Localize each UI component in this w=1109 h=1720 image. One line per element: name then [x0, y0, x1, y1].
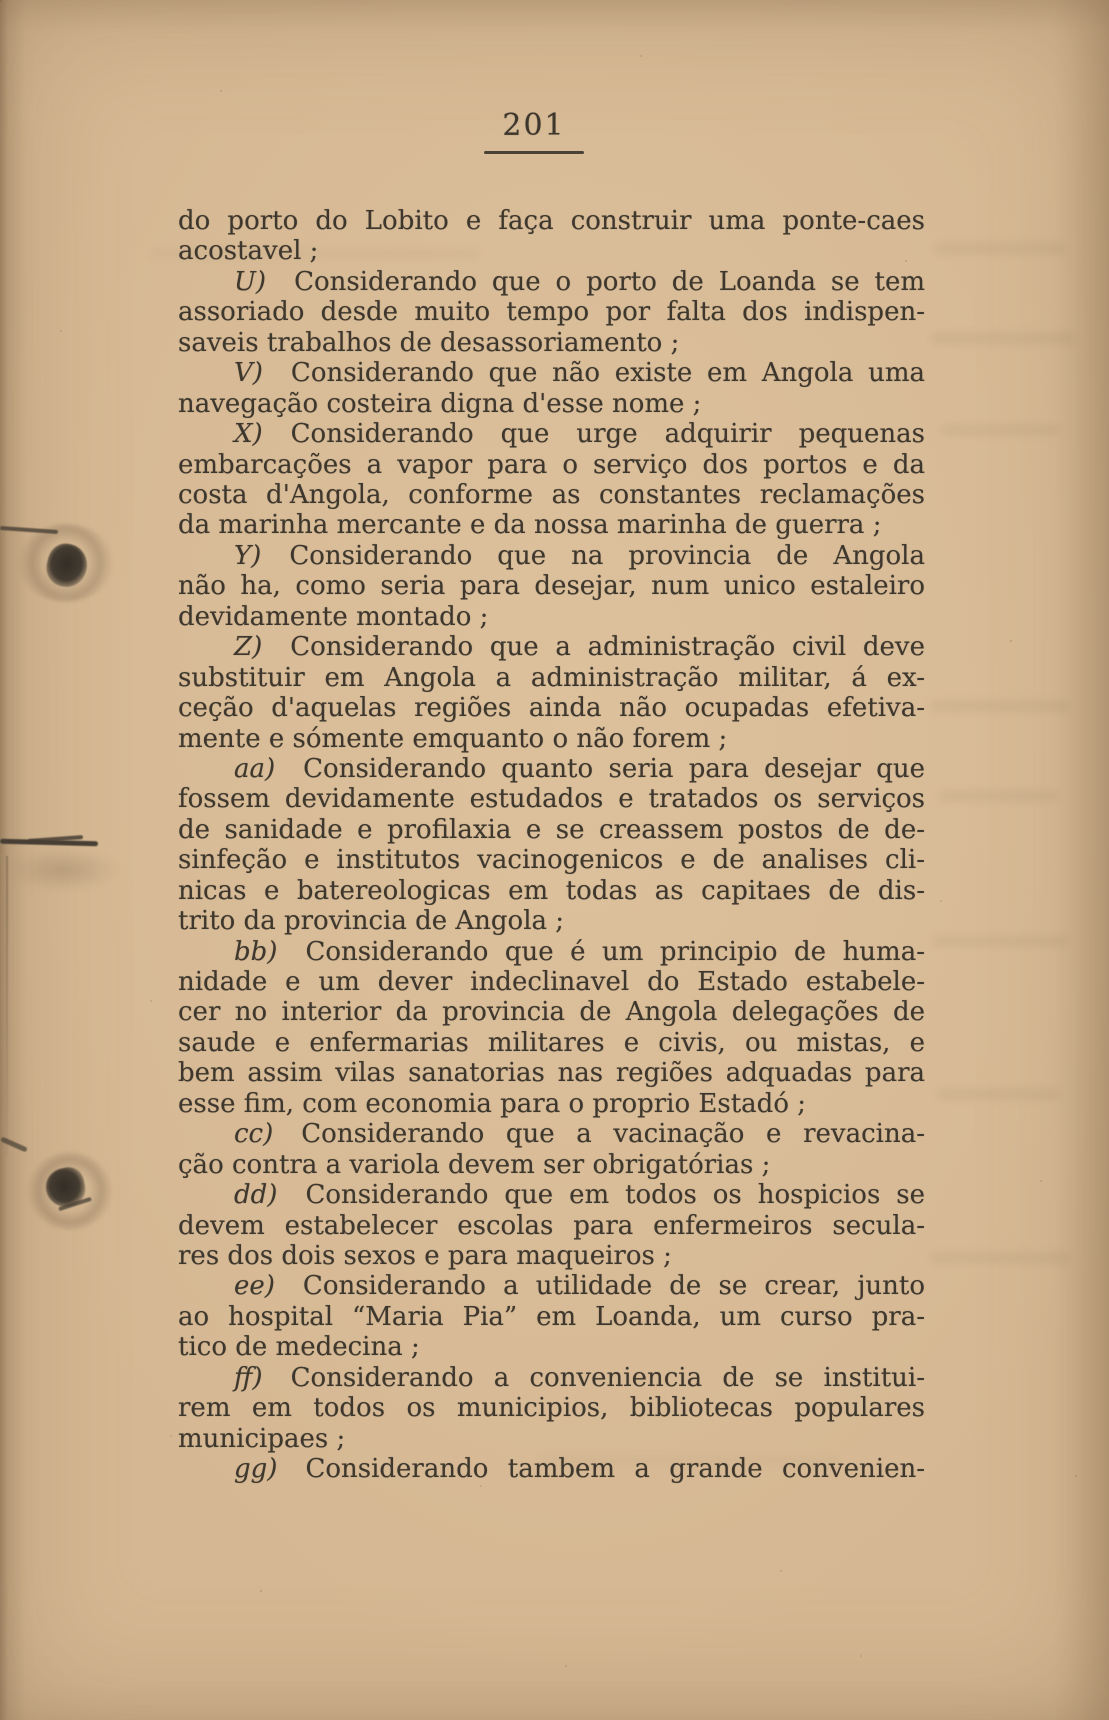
text-line: do porto do Lobito e faça construir uma ponte-caes	[178, 206, 925, 236]
paragraph	[178, 1119, 925, 1180]
paragraph-label: Y)	[234, 540, 262, 571]
line-text: Considerando que a vacinação e revacina-	[301, 1119, 925, 1150]
show-through-smudge	[932, 935, 1067, 947]
text-line: de sanidade e profilaxia e se creassem postos de de-	[178, 814, 925, 845]
text-line: ção contra a variola devem ser obrigatórias ;	[178, 1149, 771, 1180]
text-line: municipaes ;	[178, 1423, 346, 1454]
text-line: nidade e um dever indeclinavel do Estado estabele-	[178, 967, 925, 998]
text-line: bem assim vilas sanatorias nas regiões adquadas para	[178, 1058, 925, 1089]
text-line: nicas e batereologicas em todas as capitaes de dis-	[178, 875, 925, 906]
paragraph	[178, 358, 925, 419]
show-through-smudge	[940, 424, 1060, 436]
text-line	[178, 1271, 925, 1301]
text-line: substituir em Angola a administração militar, á ex-	[178, 662, 925, 693]
text-line: tico de medecina ;	[178, 1332, 420, 1363]
paragraph	[178, 206, 925, 267]
line-text: Considerando tambem a grande convenien-	[305, 1454, 925, 1485]
text-line: cer no interior da provincia de Angola delegações de	[178, 997, 925, 1028]
text-line: assoriado desde muito tempo por falta dos indispen-	[178, 297, 925, 328]
paragraph	[178, 1271, 925, 1362]
page-header	[458, 108, 610, 143]
paper-texture	[0, 0, 2, 2]
text-line: da marinha mercante e da nossa marinha de guerra ;	[178, 510, 882, 541]
line-text: Considerando que não existe em Angola uma	[290, 358, 925, 389]
text-line: mente e sómente emquanto o não forem ;	[178, 723, 728, 754]
page-number-underline	[484, 151, 584, 154]
show-through-smudge	[935, 242, 1065, 255]
pen-stroke-smudge	[6, 848, 121, 892]
line-text: Considerando que é um principio de huma-	[305, 936, 925, 967]
text-line	[178, 1363, 925, 1393]
line-text: Considerando que urge adquirir pequenas	[290, 419, 925, 450]
paragraph-label: dd)	[234, 1180, 278, 1211]
text-line: ao hospital “Maria Pia” em Loanda, um curso pra-	[178, 1301, 925, 1332]
show-through-smudge	[930, 1252, 1070, 1264]
line-text: Considerando que a administração civil deve	[290, 632, 925, 663]
paragraph-label: cc)	[234, 1119, 274, 1150]
show-through-smudge	[930, 332, 1075, 345]
line-text: Considerando que o porto de Loanda se tem	[294, 266, 925, 297]
paragraph	[178, 267, 925, 358]
line-text: Considerando que na provincia de Angola	[289, 540, 925, 571]
show-through-smudge	[938, 790, 1058, 802]
text-block	[178, 206, 925, 1485]
paragraph-label: X)	[234, 419, 263, 450]
text-line: esse fim, com economia para o proprio Estadó ;	[178, 1088, 806, 1119]
paragraph-label: V)	[234, 358, 263, 389]
text-line: sinfeção e institutos vacinogenicos e de analises cli-	[178, 845, 925, 876]
text-line	[178, 267, 925, 297]
paragraph-label: aa)	[234, 753, 276, 784]
line-text: Considerando a conveniencia de se institui-	[290, 1362, 925, 1393]
paragraph-label: ff)	[234, 1362, 263, 1393]
paragraph	[178, 1454, 925, 1484]
paragraph	[178, 937, 925, 1120]
text-line: ceção d'aquelas regiões ainda não ocupadas efetiva-	[178, 693, 925, 724]
text-line: devem estabelecer escolas para enfermeiros secula-	[178, 1210, 925, 1241]
paragraph-label: bb)	[234, 936, 278, 967]
text-line	[178, 1180, 925, 1210]
text-line: res dos dois sexos e para maqueiros ;	[178, 1241, 672, 1272]
paper-crease	[6, 856, 8, 1156]
paragraph	[178, 1363, 925, 1454]
text-line: costa d'Angola, conforme as constantes reclamações	[178, 479, 925, 510]
paragraph-label: gg)	[234, 1454, 278, 1485]
text-line	[178, 541, 925, 571]
paragraph	[178, 754, 925, 937]
text-line: não ha, como seria para desejar, num unico estaleiro	[178, 571, 925, 602]
text-line: trito da provincia de Angola ;	[178, 906, 565, 937]
paragraph-label: Z)	[234, 632, 263, 663]
text-line	[178, 937, 925, 967]
paragraph	[178, 1180, 925, 1271]
text-line: rem em todos os municipios, bibliotecas populares	[178, 1393, 925, 1424]
ink-dash	[0, 1137, 28, 1153]
text-line	[178, 1119, 925, 1149]
paragraph	[178, 632, 925, 754]
text-line: saude e enfermarias militares e civis, ou mistas, e	[178, 1027, 925, 1058]
show-through-smudge	[936, 1088, 1061, 1100]
text-line	[178, 632, 925, 662]
paragraph	[178, 541, 925, 632]
paragraph-label: U)	[234, 266, 267, 297]
text-line: fossem devidamente estudados e tratados os serviços	[178, 784, 925, 815]
text-line	[178, 1454, 925, 1484]
text-line	[178, 754, 925, 784]
page-number: 201	[502, 108, 566, 143]
text-line: saveis trabalhos de desassoriamento ;	[178, 327, 680, 358]
show-through-smudge	[930, 700, 1070, 712]
paragraph-label: ee)	[234, 1271, 275, 1302]
text-line	[178, 358, 925, 388]
paragraph	[178, 419, 925, 541]
text-line: acostavel ;	[178, 236, 319, 267]
text-line	[178, 419, 925, 449]
text-line: navegação costeira digna d'esse nome ;	[178, 388, 702, 419]
line-text: Considerando quanto seria para desejar que	[303, 753, 925, 784]
text-line: embarcações a vapor para o serviço dos portos e da	[178, 449, 925, 480]
line-text: Considerando a utilidade de se crear, junto	[302, 1271, 925, 1302]
text-line: devidamente montado ;	[178, 601, 489, 632]
line-text: Considerando que em todos os hospicios se	[305, 1180, 925, 1211]
